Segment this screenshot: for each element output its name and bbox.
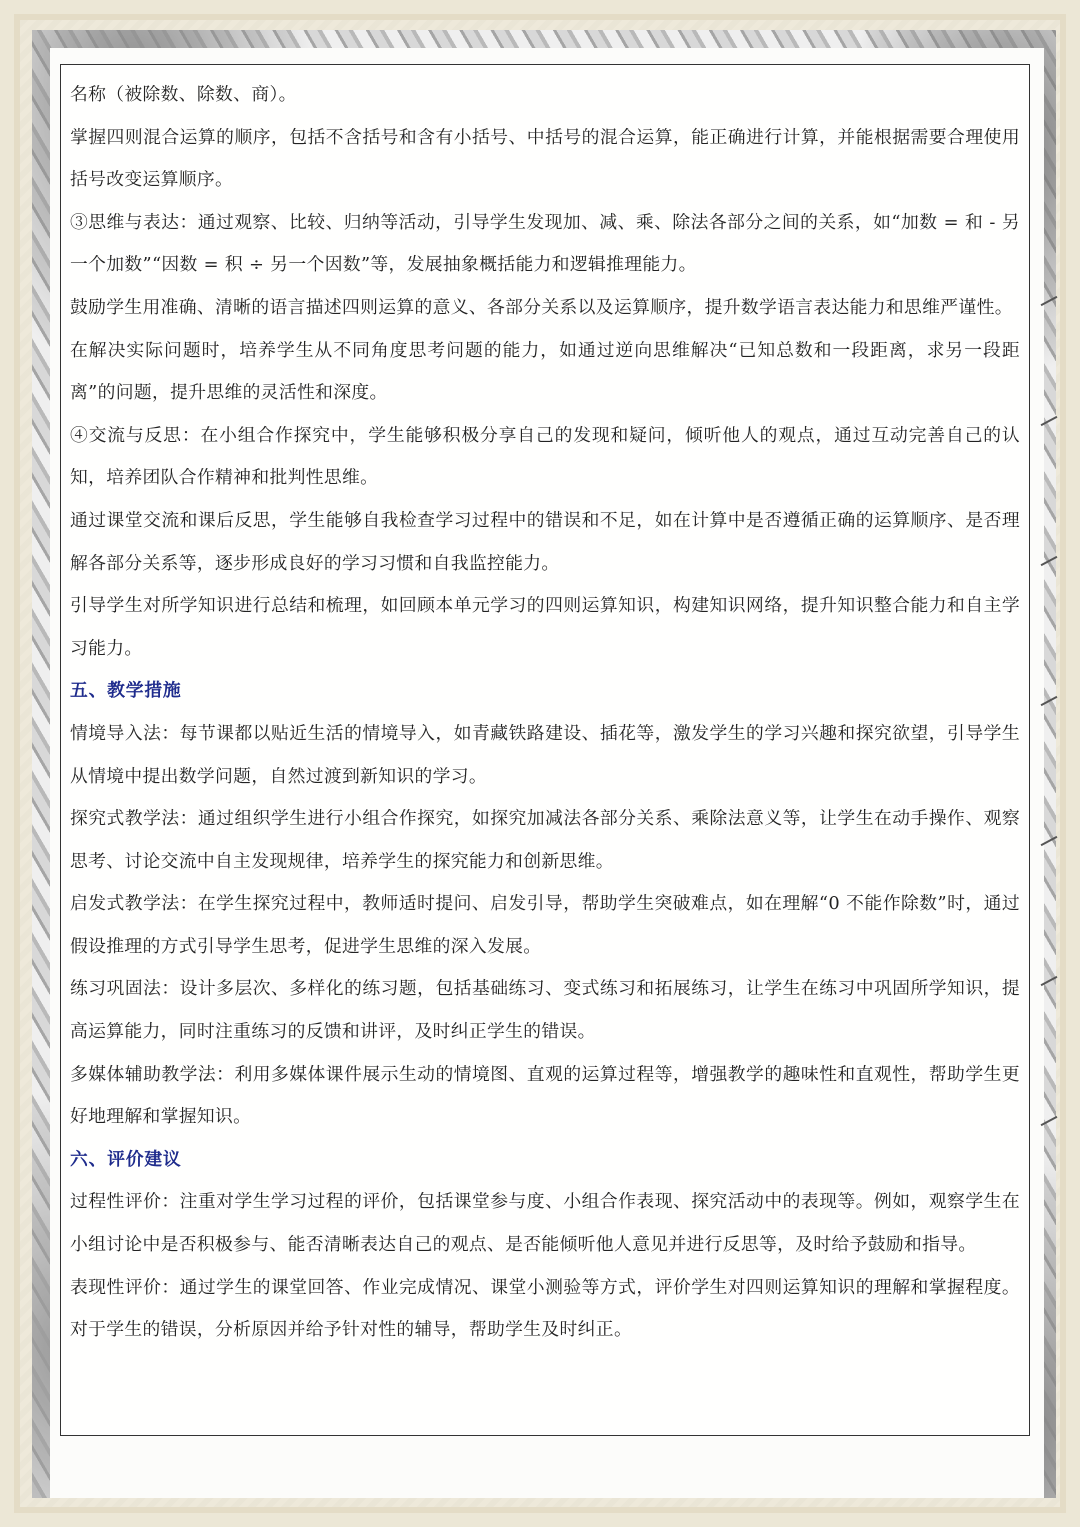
paragraph: 引导学生对所学知识进行总结和梳理，如回顾本单元学习的四则运算知识，构建知识网络，提升知识整合能力和自主学习能力。 [70, 595, 1020, 659]
paragraph: ③思维与表达：通过观察、比较、归纳等活动，引导学生发现加、减、乘、除法各部分之间的关系，如“加数 = 和 - 另一个加数”“因数 = 积 ÷ 另一个因数”等，发展抽象概括能力和逻辑推理能力。 [70, 211, 1020, 276]
paragraph: 鼓励学生用准确、清晰的语言描述四则运算的意义、各部分关系以及运算顺序，提升数学语言表达能力和思维严谨性。 [70, 296, 1013, 318]
section-heading: 五、教学措施 [70, 680, 182, 702]
paragraph: 情境导入法：每节课都以贴近生活的情境导入，如青藏铁路建设、插花等，激发学生的学习兴趣和探究欲望，引导学生从情境中提出数学问题，自然过渡到新知识的学习。 [70, 722, 1020, 787]
paragraph: 掌握四则混合运算的顺序，包括不含括号和含有小括号、中括号的混合运算，能正确进行计算，并能根据需要合理使用括号改变运算顺序。 [70, 126, 1020, 191]
paragraph: 在解决实际问题时，培养学生从不同角度思考问题的能力，如通过逆向思维解决“已知总数和一段距离，求另一段距离”的问题，提升思维的灵活性和深度。 [70, 339, 1020, 404]
paragraph: ④交流与反思：在小组合作探究中，学生能够积极分享自己的发现和疑问，倾听他人的观点，通过互动完善自己的认知，培养团队合作精神和批判性思维。 [70, 424, 1020, 489]
paragraph: 练习巩固法：设计多层次、多样化的练习题，包括基础练习、变式练习和拓展练习，让学生在练习中巩固所学知识，提高运算能力，同时注重练习的反馈和讲评，及时纠正学生的错误。 [70, 978, 1020, 1043]
paragraph: 名称（被除数、除数、商）。 [70, 84, 297, 105]
paragraph: 多媒体辅助教学法：利用多媒体课件展示生动的情境图、直观的运算过程等，增强教学的趣味性和直观性，帮助学生更好地理解和掌握知识。 [70, 1063, 1020, 1128]
paragraph: 通过课堂交流和课后反思，学生能够自我检查学习过程中的错误和不足，如在计算中是否遵循正确的运算顺序、是否理解各部分关系等，逐步形成良好的学习习惯和自我监控能力。 [70, 509, 1020, 574]
paragraph: 探究式教学法：通过组织学生进行小组合作探究，如探究加减法各部分关系、乘除法意义等，让学生在动手操作、观察思考、讨论交流中自主发现规律，培养学生的探究能力和创新思维。 [70, 808, 1020, 872]
paragraph: 启发式教学法：在学生探究过程中，教师适时提问、启发引导，帮助学生突破难点，如在理解“0 不能作除数”时，通过假设推理的方式引导学生思考，促进学生思维的深入发展。 [70, 893, 1020, 957]
section-heading: 六、评价建议 [70, 1148, 182, 1170]
paragraph: 表现性评价：通过学生的课堂回答、作业完成情况、课堂小测验等方式，评价学生对四则运算知识的理解和掌握程度。对于学生的错误，分析原因并给予针对性的辅导，帮助学生及时纠正。 [70, 1276, 1020, 1341]
document-body [70, 74, 1020, 1352]
paragraph: 过程性评价：注重对学生学习过程的评价，包括课堂参与度、小组合作表现、探究活动中的表现等。例如，观察学生在小组讨论中是否积极参与、能否清晰表达自己的观点、是否能倾听他人意见并进行反思等，及时给予鼓励和指导。 [70, 1191, 1020, 1256]
